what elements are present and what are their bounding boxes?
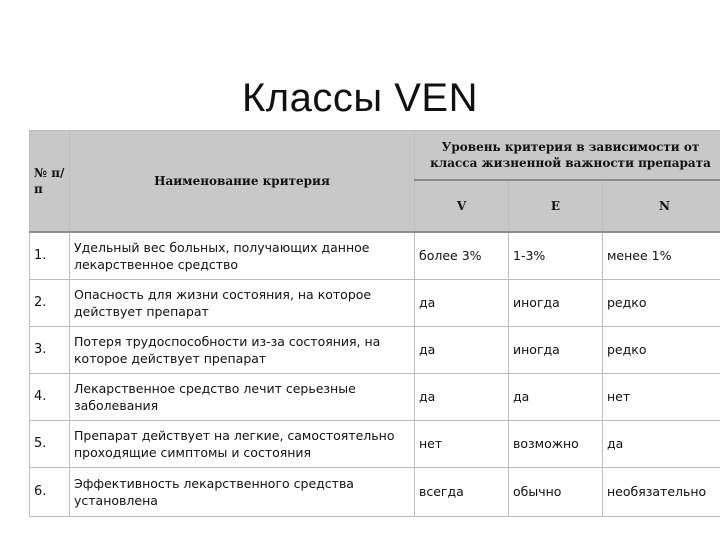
row-value-e: возможно bbox=[509, 421, 603, 468]
header-number: № п/п bbox=[30, 131, 70, 233]
row-value-n: редко bbox=[603, 327, 720, 374]
header-row-top bbox=[30, 131, 720, 181]
header-criterion-name: Наименование критерия bbox=[70, 131, 415, 233]
header-criterion-level: Уровень критерия в зависимости от класса жизненной важности препарата bbox=[415, 131, 720, 181]
row-value-e: 1-3% bbox=[509, 232, 603, 280]
row-index: 5. bbox=[30, 421, 70, 468]
row-value-e: иногда bbox=[509, 280, 603, 327]
table-row bbox=[30, 421, 720, 468]
row-value-e: обычно bbox=[509, 468, 603, 517]
row-value-e: да bbox=[509, 374, 603, 421]
row-index: 4. bbox=[30, 374, 70, 421]
row-criterion: Опасность для жизни состояния, на которое действует препарат bbox=[70, 280, 415, 327]
slide-title: Классы VEN bbox=[242, 76, 478, 120]
row-value-v: более 3% bbox=[415, 232, 509, 280]
ven-criteria-table bbox=[29, 130, 720, 517]
row-criterion: Эффективность лекарственного средства установлена bbox=[70, 468, 415, 517]
table-row bbox=[30, 280, 720, 327]
table-row bbox=[30, 374, 720, 421]
row-criterion: Потеря трудоспособности из-за состояния, на которое действует препарат bbox=[70, 327, 415, 374]
header-class-e: E bbox=[509, 180, 603, 232]
row-value-e: иногда bbox=[509, 327, 603, 374]
row-criterion: Лекарственное средство лечит серьезные заболевания bbox=[70, 374, 415, 421]
row-value-n: необязательно bbox=[603, 468, 720, 517]
table-row bbox=[30, 468, 720, 517]
header-class-n: N bbox=[603, 180, 720, 232]
row-value-n: да bbox=[603, 421, 720, 468]
row-value-n: менее 1% bbox=[603, 232, 720, 280]
row-value-v: да bbox=[415, 327, 509, 374]
row-value-v: да bbox=[415, 280, 509, 327]
row-value-n: нет bbox=[603, 374, 720, 421]
row-criterion: Удельный вес больных, получающих данное лекарственное средство bbox=[70, 232, 415, 280]
row-criterion: Препарат действует на легкие, самостоятельно проходящие симптомы и состояния bbox=[70, 421, 415, 468]
row-index: 3. bbox=[30, 327, 70, 374]
header-class-v: V bbox=[415, 180, 509, 232]
row-value-n: редко bbox=[603, 280, 720, 327]
table-row bbox=[30, 327, 720, 374]
table-row bbox=[30, 232, 720, 280]
row-value-v: да bbox=[415, 374, 509, 421]
row-index: 1. bbox=[30, 232, 70, 280]
row-value-v: нет bbox=[415, 421, 509, 468]
row-index: 6. bbox=[30, 468, 70, 517]
row-value-v: всегда bbox=[415, 468, 509, 517]
row-index: 2. bbox=[30, 280, 70, 327]
